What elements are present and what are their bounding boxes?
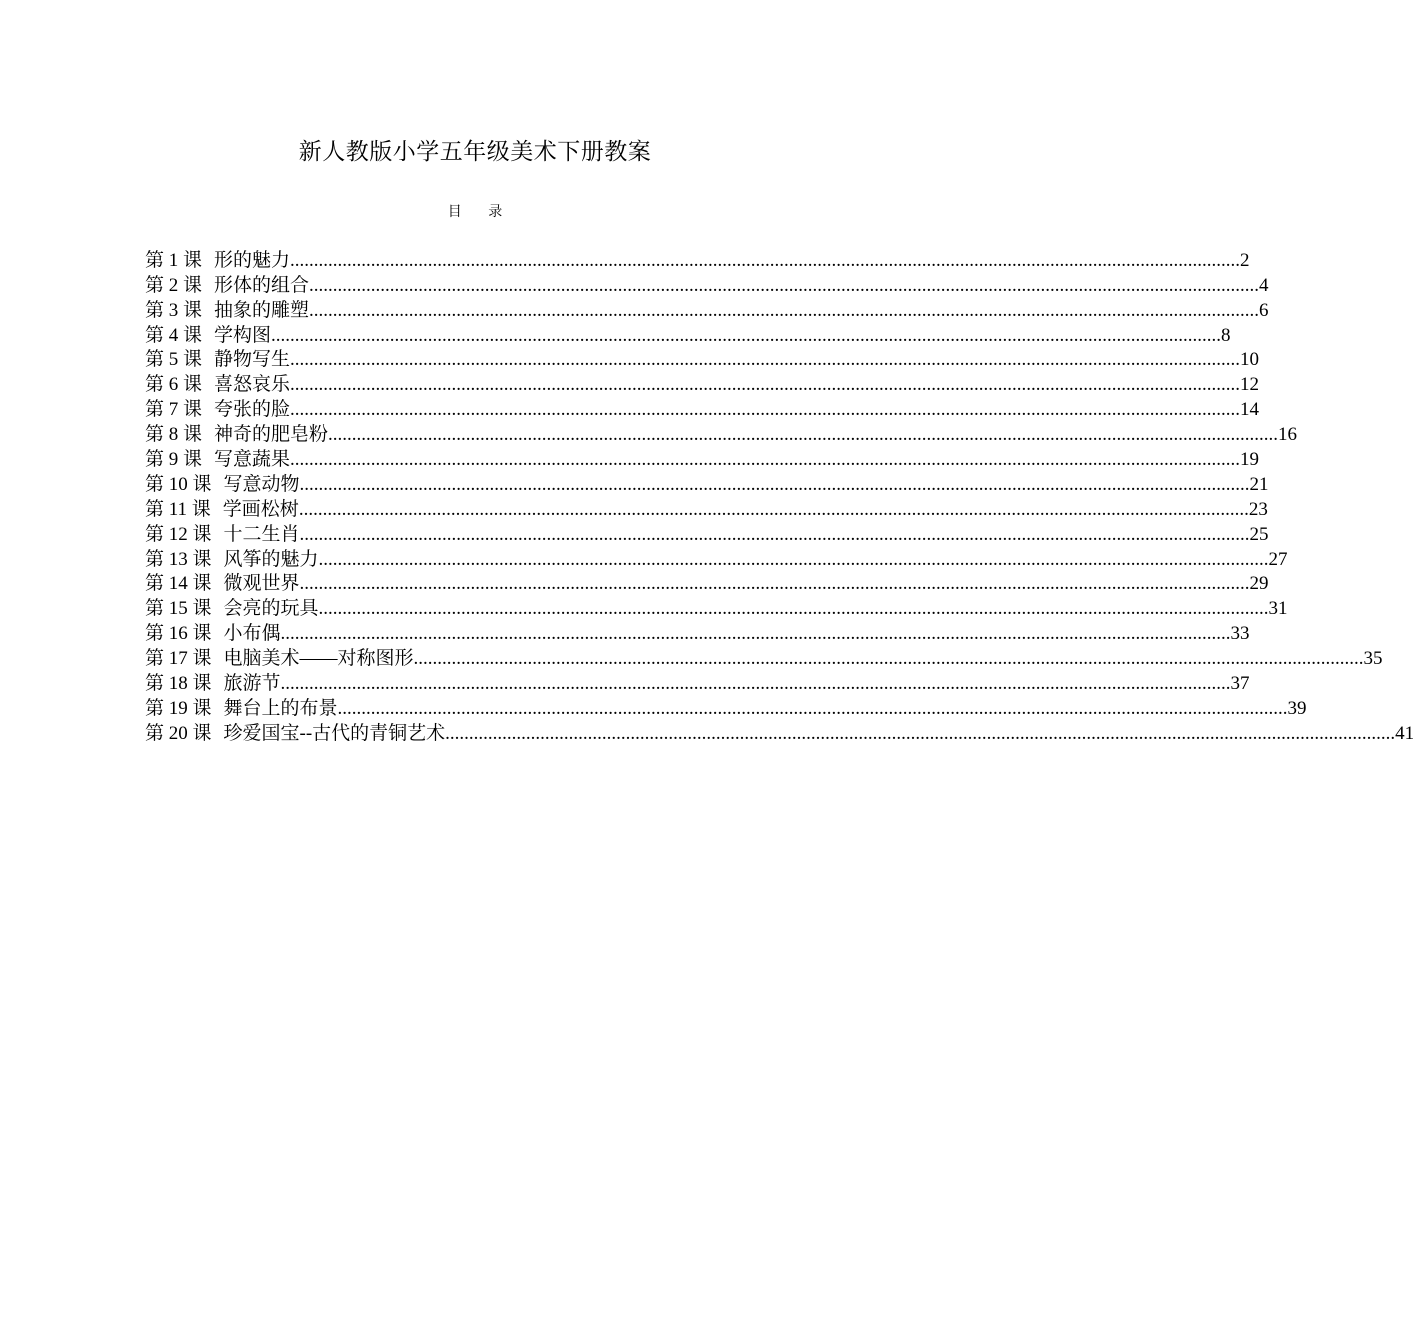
toc-lesson-number: 第 16 课 xyxy=(145,623,212,645)
toc-page-number: 10 xyxy=(1240,349,1260,371)
toc-lesson-title: 学画松树 xyxy=(222,498,299,520)
toc-entry[interactable] xyxy=(145,522,1269,547)
toc-dot-leader: ........................................................................................................................................................................................................ xyxy=(290,374,1241,396)
toc-lesson-title: 喜怒哀乐 xyxy=(214,374,291,396)
toc-page-number: 27 xyxy=(1268,548,1288,570)
toc-entry[interactable] xyxy=(145,696,1307,721)
toc-lesson-number: 第 4 课 xyxy=(145,324,203,346)
toc-lesson-number: 第 15 课 xyxy=(145,598,212,620)
toc-lesson-number: 第 1 课 xyxy=(145,249,203,271)
toc-page-number: 14 xyxy=(1240,399,1260,421)
toc-page-number: 31 xyxy=(1268,598,1288,620)
toc-page-number: 35 xyxy=(1363,648,1383,670)
toc-dot-leader: ........................................................................................................................................................................................................ xyxy=(290,349,1241,371)
toc-lesson-number: 第 20 课 xyxy=(145,722,212,744)
toc-lesson-number: 第 14 课 xyxy=(145,573,212,595)
toc-dot-leader: ........................................................................................................................................................................................................ xyxy=(271,324,1222,346)
toc-entry[interactable] xyxy=(145,572,1269,597)
toc-page-number: 6 xyxy=(1259,299,1269,321)
toc-page-number: 21 xyxy=(1249,473,1269,495)
toc-lesson-title: 风筝的魅力 xyxy=(223,548,319,570)
toc-lesson-title: 神奇的肥皂粉 xyxy=(214,424,329,446)
toc-dot-leader: ........................................................................................................................................................................................................ xyxy=(299,473,1250,495)
toc-lesson-title: 抽象的雕塑 xyxy=(214,299,310,321)
toc-page-number: 29 xyxy=(1249,573,1269,595)
toc-lesson-number: 第 6 课 xyxy=(145,374,203,396)
toc-dot-leader: ........................................................................................................................................................................................................ xyxy=(413,648,1364,670)
toc-lesson-title: 形的魅力 xyxy=(214,249,291,271)
toc-page-number: 25 xyxy=(1249,523,1269,545)
toc-lesson-number: 第 3 课 xyxy=(145,299,203,321)
toc-lesson-title: 珍爱国宝--古代的青铜艺术 xyxy=(223,722,446,744)
toc-entry[interactable] xyxy=(145,721,1414,746)
toc-dot-leader: ........................................................................................................................................................................................................ xyxy=(328,424,1279,446)
toc-lesson-number: 第 17 课 xyxy=(145,648,212,670)
toc-dot-leader: ........................................................................................................................................................................................................ xyxy=(290,249,1241,271)
toc-lesson-number: 第 12 课 xyxy=(145,523,212,545)
toc-lesson-title: 静物写生 xyxy=(214,349,291,371)
toc-lesson-title: 十二生肖 xyxy=(223,523,300,545)
toc-dot-leader: ........................................................................................................................................................................................................ xyxy=(309,274,1260,296)
toc-lesson-title: 旅游节 xyxy=(223,673,281,695)
toc-dot-leader: ........................................................................................................................................................................................................ xyxy=(280,623,1231,645)
toc-lesson-title: 写意动物 xyxy=(223,473,300,495)
toc-dot-leader: ........................................................................................................................................................................................................ xyxy=(299,523,1250,545)
toc-entry[interactable] xyxy=(145,671,1250,696)
toc-lesson-title: 舞台上的布景 xyxy=(223,697,338,719)
toc-page-number: 8 xyxy=(1221,324,1231,346)
toc-lesson-number: 第 13 课 xyxy=(145,548,212,570)
toc-lesson-number: 第 5 课 xyxy=(145,349,203,371)
toc-lesson-title: 学构图 xyxy=(214,324,272,346)
toc-dot-leader: ........................................................................................................................................................................................................ xyxy=(309,299,1260,321)
toc-heading: 目 录 xyxy=(447,204,503,220)
toc-entry[interactable] xyxy=(145,422,1298,447)
toc-entry[interactable] xyxy=(145,497,1268,522)
toc-lesson-number: 第 11 课 xyxy=(145,498,211,520)
toc-entry[interactable] xyxy=(145,472,1269,497)
toc-lesson-number: 第 19 课 xyxy=(145,697,212,719)
toc-lesson-number: 第 18 课 xyxy=(145,673,212,695)
toc-lesson-title: 夸张的脸 xyxy=(214,399,291,421)
toc-page-number: 19 xyxy=(1240,449,1260,471)
toc-dot-leader: ........................................................................................................................................................................................................ xyxy=(290,399,1241,421)
toc-lesson-number: 第 9 课 xyxy=(145,449,203,471)
toc-dot-leader: ........................................................................................................................................................................................................ xyxy=(318,598,1269,620)
toc-dot-leader: ........................................................................................................................................................................................................ xyxy=(298,498,1249,520)
toc-dot-leader: ........................................................................................................................................................................................................ xyxy=(299,573,1250,595)
toc-entry[interactable] xyxy=(145,621,1250,646)
toc-entry[interactable] xyxy=(145,273,1269,298)
toc-page-number: 12 xyxy=(1240,374,1260,396)
toc-dot-leader: ........................................................................................................................................................................................................ xyxy=(337,697,1288,719)
toc-page-number: 39 xyxy=(1287,697,1307,719)
toc-entry[interactable] xyxy=(145,323,1231,348)
toc-entry[interactable] xyxy=(145,447,1260,472)
toc-entry[interactable] xyxy=(145,596,1288,621)
toc-entry[interactable] xyxy=(145,646,1383,671)
document-title: 新人教版小学五年级美术下册教案 xyxy=(298,139,652,165)
toc-dot-leader: ........................................................................................................................................................................................................ xyxy=(280,673,1231,695)
toc-lesson-number: 第 7 课 xyxy=(145,399,203,421)
toc-dot-leader: ........................................................................................................................................................................................................ xyxy=(445,722,1396,744)
toc-entry[interactable] xyxy=(145,298,1269,323)
toc-entry[interactable] xyxy=(145,397,1260,422)
toc-dot-leader: ........................................................................................................................................................................................................ xyxy=(318,548,1269,570)
toc-page-number: 16 xyxy=(1278,424,1298,446)
toc-lesson-number: 第 8 课 xyxy=(145,424,203,446)
toc-lesson-title: 写意蔬果 xyxy=(214,449,291,471)
toc-page-number: 33 xyxy=(1230,623,1250,645)
toc-page-number: 2 xyxy=(1240,249,1250,271)
toc-lesson-title: 会亮的玩具 xyxy=(223,598,319,620)
table-of-contents xyxy=(145,248,1414,746)
toc-lesson-number: 第 10 课 xyxy=(145,473,212,495)
toc-lesson-title: 形体的组合 xyxy=(214,274,310,296)
toc-lesson-title: 电脑美术——对称图形 xyxy=(223,648,414,670)
toc-page-number: 41 xyxy=(1395,722,1414,744)
toc-page-number: 4 xyxy=(1259,274,1269,296)
toc-lesson-title: 微观世界 xyxy=(223,573,300,595)
toc-entry[interactable] xyxy=(145,372,1260,397)
toc-entry[interactable] xyxy=(145,547,1288,572)
toc-entry[interactable] xyxy=(145,248,1250,273)
toc-lesson-title: 小布偶 xyxy=(223,623,281,645)
toc-dot-leader: ........................................................................................................................................................................................................ xyxy=(290,449,1241,471)
toc-entry[interactable] xyxy=(145,348,1260,373)
toc-page-number: 37 xyxy=(1230,673,1250,695)
toc-lesson-number: 第 2 课 xyxy=(145,274,203,296)
toc-page-number: 23 xyxy=(1248,498,1268,520)
